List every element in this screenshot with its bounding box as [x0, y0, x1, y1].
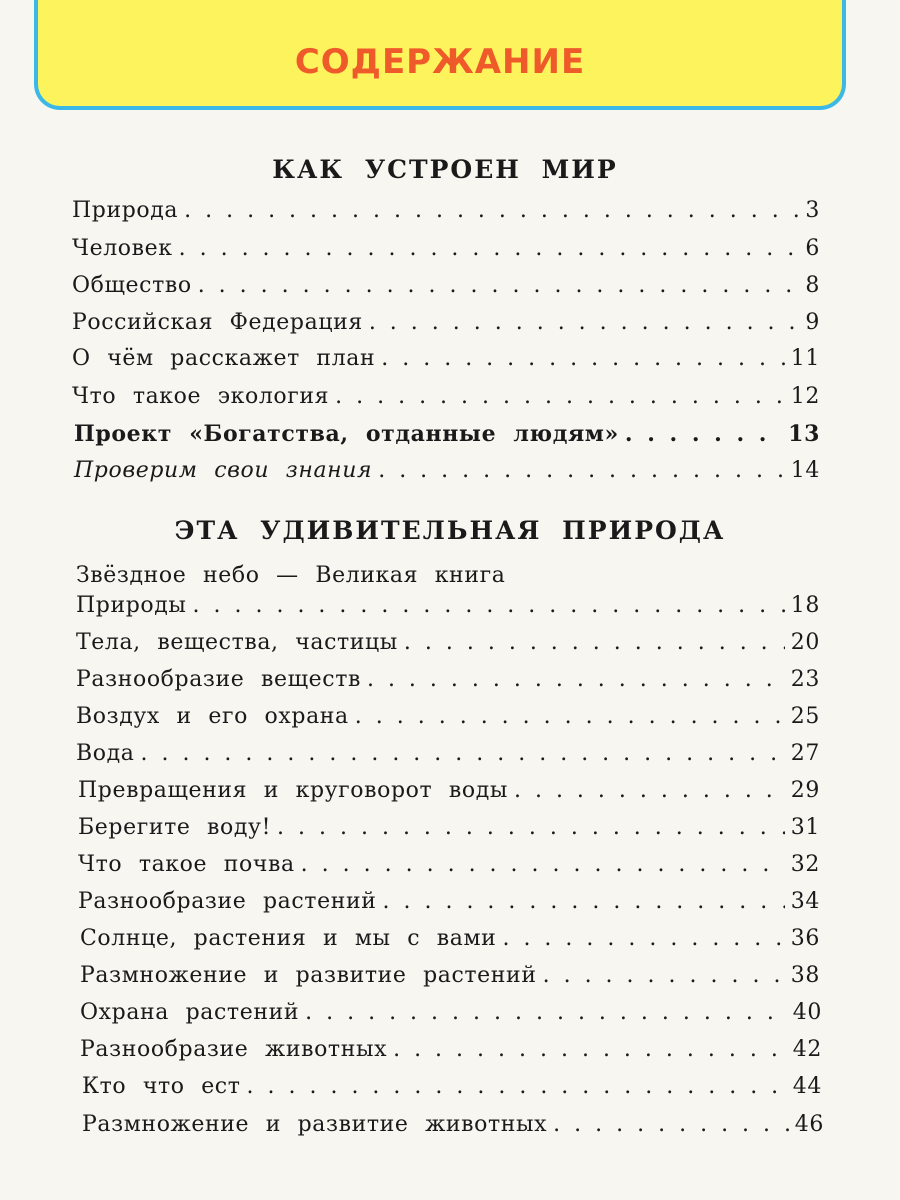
toc-entry[interactable] — [72, 236, 820, 272]
dot-leader — [247, 1074, 787, 1099]
toc-entry[interactable] — [82, 1074, 822, 1110]
toc-entry-label: О чём расскажет план — [72, 346, 376, 371]
toc-entry-label: Разнообразие животных — [80, 1037, 388, 1062]
toc-entry-label: Разнообразие растений — [78, 889, 377, 914]
toc-entry-label: Тела, вещества, частицы — [76, 630, 398, 655]
dot-leader — [193, 593, 785, 618]
toc-entry[interactable] — [76, 704, 820, 740]
toc-entry-page: 14 — [790, 458, 820, 483]
toc-entry-page: 23 — [790, 667, 820, 692]
toc-entry-label: Размножение и развитие животных — [82, 1112, 548, 1137]
toc-entry[interactable] — [76, 630, 820, 666]
toc-entry-label: Проверим свои знания — [74, 458, 373, 483]
toc-entry-page: 9 — [805, 310, 820, 335]
toc-entry[interactable] — [78, 852, 820, 888]
toc-entry-label-continued: Звёздное небо — Великая книга — [76, 563, 506, 588]
toc-entry-label: Охрана растений — [80, 1000, 300, 1025]
toc-entry[interactable] — [72, 384, 820, 420]
dot-leader — [277, 815, 785, 840]
toc-entry-page: 38 — [790, 963, 820, 988]
toc-entry-page: 27 — [790, 741, 820, 766]
toc-entry-label: Кто что ест — [82, 1074, 241, 1099]
dot-leader — [367, 667, 785, 692]
toc-entry[interactable] — [80, 926, 820, 962]
dot-leader — [543, 963, 785, 988]
toc-entry[interactable] — [76, 593, 820, 629]
toc-entry[interactable] — [76, 741, 820, 777]
toc-entry-page: 12 — [790, 384, 820, 409]
toc-entry-label: Разнообразие веществ — [76, 667, 361, 692]
dot-leader — [140, 741, 784, 766]
toc-entry-label: Природы — [76, 593, 187, 618]
toc-entry-label: Вода — [76, 741, 135, 766]
toc-entry-label: Что такое почва — [78, 852, 295, 877]
toc-entry[interactable] — [82, 1112, 824, 1148]
dot-leader — [404, 630, 785, 655]
toc-entry-label: Что такое экология — [72, 384, 330, 409]
toc-entry-page: 13 — [788, 421, 820, 447]
toc-entry-page: 20 — [790, 630, 820, 655]
toc-entry[interactable] — [80, 1000, 822, 1036]
dot-leader — [369, 310, 800, 335]
toc-entry-page: 18 — [790, 593, 820, 618]
dot-leader — [383, 889, 785, 914]
toc-entry-label: Природа — [72, 198, 179, 223]
toc-entry-label: Человек — [72, 236, 173, 261]
dot-leader — [198, 273, 800, 298]
dot-leader — [184, 198, 799, 223]
toc-entry-review[interactable] — [74, 458, 820, 494]
dot-leader — [378, 458, 785, 483]
toc-entry-label: Размножение и развитие растений — [80, 963, 537, 988]
section-title-2: ЭТА УДИВИТЕЛЬНАЯ ПРИРОДА — [174, 516, 726, 545]
toc-entry-label: Общество — [72, 273, 192, 298]
toc-entry[interactable] — [78, 889, 820, 925]
page-title: СОДЕРЖАНИЕ — [294, 42, 586, 82]
dot-leader — [553, 1112, 789, 1137]
dot-leader — [179, 236, 800, 261]
dot-leader — [355, 704, 785, 729]
toc-entry-page: 36 — [790, 926, 820, 951]
toc-entry[interactable] — [76, 667, 820, 703]
toc-entry-page: 6 — [805, 236, 820, 261]
toc-entry[interactable] — [78, 815, 820, 851]
toc-entry-page: 40 — [792, 1000, 822, 1025]
toc-entry[interactable] — [72, 310, 820, 346]
toc-entry-label: Солнце, растения и мы с вами — [80, 926, 497, 951]
toc-entry-page: 32 — [790, 852, 820, 877]
toc-entry[interactable] — [78, 778, 820, 814]
header-banner — [34, 0, 846, 110]
toc-entry-label: Российская Федерация — [72, 310, 363, 335]
toc-entry-page: 42 — [792, 1037, 822, 1062]
toc-entry-label: Воздух и его охрана — [76, 704, 349, 729]
dot-leader — [335, 384, 785, 409]
toc-entry[interactable] — [72, 273, 820, 309]
section-title-1: КАК УСТРОЕН МИР — [272, 155, 618, 184]
toc-entry-page: 29 — [790, 778, 820, 803]
toc-entry-page: 44 — [792, 1074, 822, 1099]
dot-leader — [502, 926, 784, 951]
dot-leader — [393, 1037, 787, 1062]
toc-entry[interactable] — [80, 963, 820, 999]
toc-entry-label: Берегите воду! — [78, 815, 272, 840]
toc-entry-page: 3 — [805, 198, 820, 223]
dot-leader — [301, 852, 785, 877]
toc-entry-page: 46 — [794, 1112, 824, 1137]
toc-entry-page: 11 — [790, 346, 820, 371]
toc-entry-page: 25 — [790, 704, 820, 729]
toc-entry[interactable] — [72, 198, 820, 234]
toc-entry-label: Проект «Богатства, отданные людям» — [74, 421, 619, 447]
dot-leader — [625, 421, 782, 447]
dot-leader — [514, 778, 785, 803]
dot-leader — [381, 346, 785, 371]
toc-entry-page: 31 — [790, 815, 820, 840]
dot-leader — [305, 1000, 787, 1025]
toc-entry-label: Превращения и круговорот воды — [78, 778, 508, 803]
toc-entry-page: 34 — [790, 889, 820, 914]
toc-entry-project[interactable] — [74, 421, 820, 457]
toc-entry-page: 8 — [805, 273, 820, 298]
toc-entry[interactable] — [80, 1037, 822, 1073]
toc-entry[interactable] — [72, 346, 820, 382]
